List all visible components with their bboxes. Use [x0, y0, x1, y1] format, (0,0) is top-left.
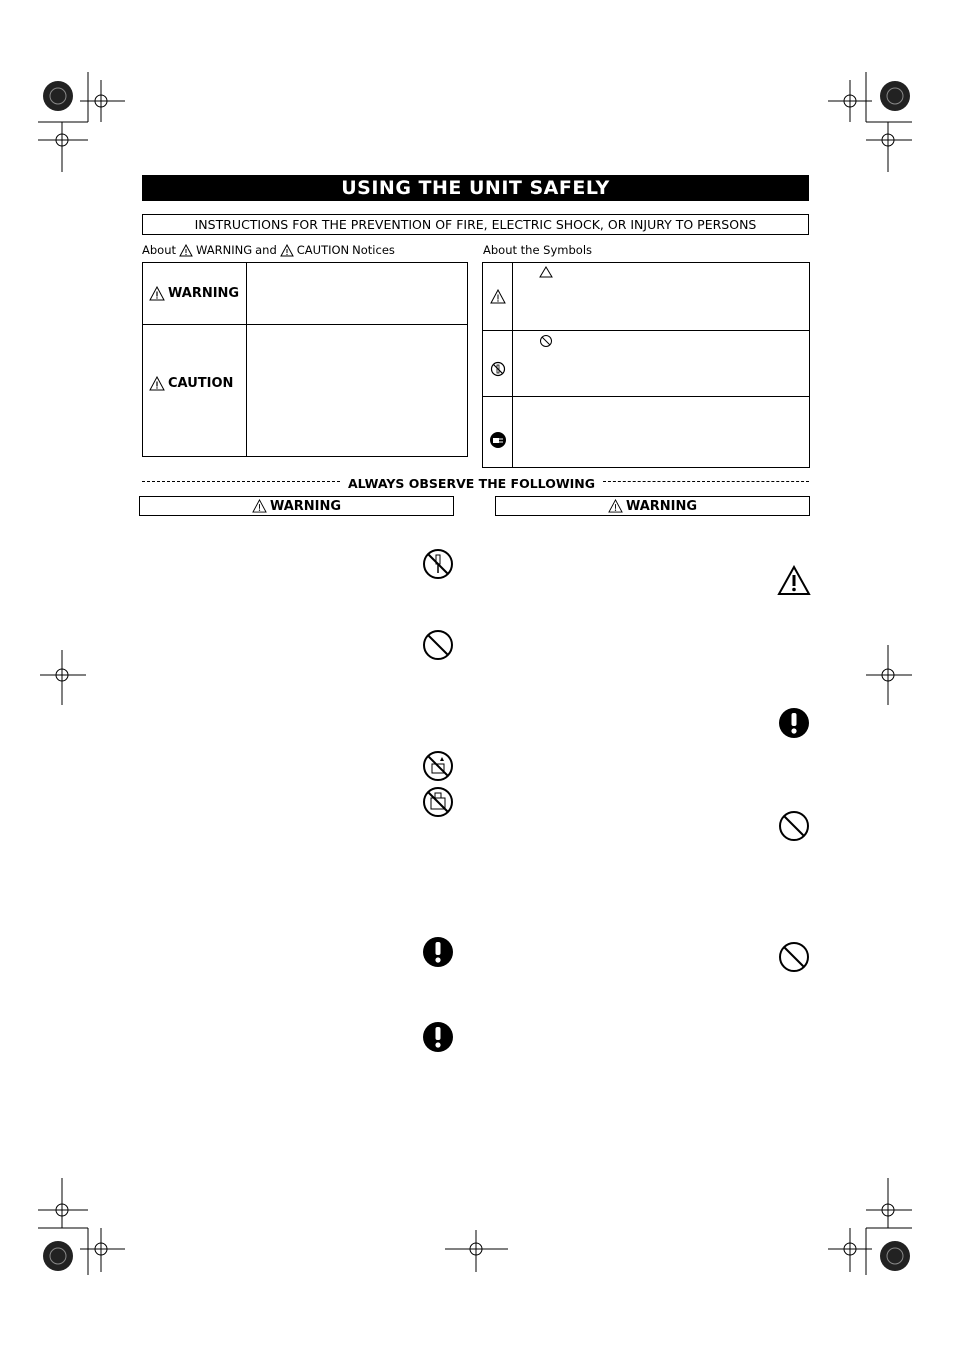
notices-heading-prefix: About: [142, 243, 177, 257]
notices-heading-warning: WARNING: [196, 243, 253, 257]
mandatory-icon: [422, 1021, 454, 1053]
no-water-container-icon: [422, 786, 454, 818]
unplug-icon: [489, 431, 507, 449]
divider-right: [603, 481, 809, 482]
warning-triangle-icon: [149, 286, 165, 301]
no-wet-icon: [422, 750, 454, 782]
caution-notice-label: [149, 376, 233, 391]
prohibited-icon: [778, 810, 810, 842]
right-warning-header: [495, 496, 810, 516]
prohibition-circle-icon: [539, 334, 553, 348]
warning-notice-text: WARNING: [168, 286, 240, 301]
warning-triangle-icon: [608, 499, 623, 513]
warning-triangle-icon: [777, 565, 811, 596]
page-title-bar: [142, 175, 809, 201]
left-warning-header-text: WARNING: [269, 498, 342, 514]
warning-triangle-icon: [280, 244, 294, 257]
instructions-banner: [142, 214, 809, 235]
no-disassemble-icon: [422, 548, 454, 580]
notices-heading-suffix: Notices: [352, 243, 395, 257]
warning-triangle-icon: [490, 289, 506, 304]
always-observe-text: ALWAYS OBSERVE THE FOLLOWING: [348, 476, 595, 491]
caution-notice-text: CAUTION: [168, 376, 234, 391]
divider-left: [142, 481, 340, 482]
symbols-heading-text: About the Symbols: [483, 243, 593, 257]
prohibited-icon: [778, 941, 810, 973]
symbols-table: [482, 262, 810, 468]
notices-heading: [142, 243, 395, 257]
prohibited-disassemble-icon: [490, 361, 506, 377]
warning-notice-label: [149, 286, 239, 301]
prohibited-icon: [422, 629, 454, 661]
notices-heading-caution: CAUTION: [296, 243, 350, 257]
notices-table: [142, 262, 468, 457]
triangle-outline-icon: [539, 266, 553, 278]
instructions-text: INSTRUCTIONS FOR THE PREVENTION OF FIRE, ELECTRIC SHOCK, OR INJURY TO PERSONS: [194, 217, 757, 232]
mandatory-icon: [778, 707, 810, 739]
warning-triangle-icon: [179, 244, 193, 257]
left-warning-header: [139, 496, 454, 516]
mandatory-icon: [422, 936, 454, 968]
notices-heading-and: and: [255, 243, 277, 257]
page-title: USING THE UNIT SAFELY: [341, 177, 610, 199]
warning-triangle-icon: [252, 499, 267, 513]
always-observe-heading: [348, 473, 595, 492]
warning-triangle-icon: [149, 376, 165, 391]
symbols-heading: [483, 243, 592, 257]
right-warning-header-text: WARNING: [625, 498, 698, 514]
